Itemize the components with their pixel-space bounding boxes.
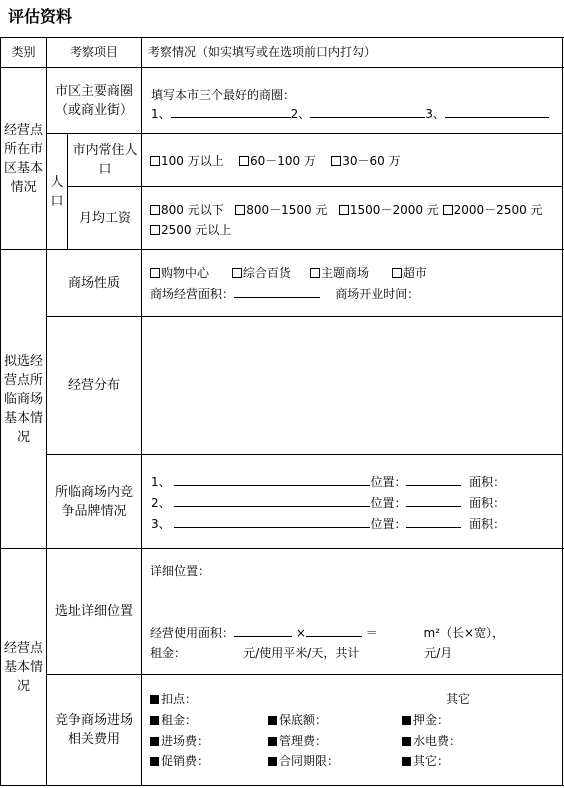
filled-box (268, 737, 277, 746)
checkbox[interactable] (443, 205, 453, 215)
mall-open-label: 商场开业时间： (335, 287, 420, 301)
mall-nature-option-4: 超市 (402, 266, 427, 280)
checkbox[interactable] (150, 156, 160, 166)
compete-row-2 (151, 495, 505, 511)
compete-position-label: 位置： (370, 517, 407, 531)
wage-option-3: 1500－2000 元 (349, 203, 439, 217)
commerce-fill-row (151, 106, 549, 122)
times-sign: × (295, 626, 306, 640)
commerce-number-2: 2、 (290, 107, 311, 121)
fee-label: 其它： (413, 754, 450, 768)
item-resident: 市内常住人口 (72, 143, 138, 177)
rent-unit: 元/使用平米/天，共计 (243, 646, 360, 660)
checkbox[interactable] (150, 225, 160, 235)
mall-area-row (150, 286, 419, 302)
fee-label: 促销费： (161, 754, 210, 768)
category-mall: 拟选经营点所临商场基本情况 (4, 353, 44, 445)
compete-brand-input[interactable] (174, 474, 370, 486)
checkbox[interactable] (239, 156, 249, 166)
width-input[interactable] (306, 625, 362, 637)
compete-brand-input[interactable] (174, 516, 370, 528)
fee-label: 押金： (413, 713, 450, 727)
fee-label: 合同期限： (279, 754, 340, 768)
wage-option-1: 800 元以下 (161, 203, 224, 217)
fee-row-1 (150, 691, 560, 707)
fee-label: 管理费： (279, 734, 328, 748)
commerce-input-3[interactable] (445, 106, 549, 118)
commerce-prompt: 填写本市三个最好的商圈： (151, 88, 296, 102)
filled-box (402, 737, 411, 746)
mall-nature-option-1: 购物中心 (161, 266, 210, 280)
mall-nature-options (150, 265, 427, 281)
fee-cell (268, 733, 327, 749)
item-site: 选址详细位置 (54, 604, 133, 619)
compete-position-label: 位置： (370, 496, 407, 510)
filled-box (402, 757, 411, 766)
compete-position-input[interactable] (406, 495, 461, 507)
compete-position-input[interactable] (406, 474, 461, 486)
wage-option-5: 2500 元以上 (161, 223, 232, 237)
resident-option-2: 60－100 万 (250, 154, 316, 168)
mall-area-input[interactable] (234, 286, 320, 298)
compete-row-1 (151, 474, 505, 490)
compete-position-label: 位置： (370, 475, 407, 489)
filled-box (402, 716, 411, 725)
site-label: 详细位置： (150, 564, 211, 578)
fee-row-4 (150, 753, 560, 769)
resident-options (150, 153, 401, 169)
fee-label: 水电费： (413, 734, 462, 748)
commerce-input-1[interactable] (171, 106, 291, 118)
rent-row (150, 645, 452, 661)
area-unit: m²（长×宽）， (423, 626, 505, 640)
rent-month: 元/月 (424, 646, 453, 660)
compete-area-label: 面积： (469, 475, 506, 489)
wage-option-4: 2000－2500 元 (453, 203, 543, 217)
fee-cell (268, 753, 339, 769)
filled-box (150, 695, 159, 704)
distribution-area[interactable] (142, 317, 562, 454)
fee-row-2 (150, 712, 560, 728)
wage-option-2: 800－1500 元 (246, 203, 328, 217)
filled-box (150, 716, 159, 725)
item-fees: 竞争商场进场相关费用 (54, 713, 133, 747)
rent-label: 租金： (150, 646, 187, 660)
wage-options-row2 (150, 222, 231, 238)
checkbox[interactable] (392, 268, 402, 278)
use-area-row (150, 625, 504, 641)
header-item: 考察项目 (69, 45, 118, 59)
header-situation: 考察情况（如实填写或在选项前口内打勾） (148, 45, 377, 59)
filled-box (150, 757, 159, 766)
fee-row-3 (150, 733, 560, 749)
item-wage: 月均工资 (78, 210, 131, 226)
item-competing-brands: 所临商场内竞争品牌情况 (54, 484, 133, 519)
checkbox[interactable] (150, 268, 160, 278)
fee-cell (402, 733, 461, 749)
category-store: 经营点基本情况 (4, 640, 44, 694)
commerce-number-3: 3、 (425, 107, 445, 121)
category-city: 经营点所在市区基本情况 (4, 122, 44, 195)
fee-label: 扣点： (161, 692, 198, 706)
compete-brand-input[interactable] (174, 495, 370, 507)
fee-cell (402, 753, 449, 769)
checkbox[interactable] (232, 268, 242, 278)
mall-nature-option-2: 综合百货 (242, 266, 291, 280)
table-divider (67, 133, 68, 250)
fee-cell (402, 712, 449, 728)
compete-number: 1、 (151, 475, 171, 489)
resident-option-1: 100 万以上 (161, 154, 224, 168)
wage-options-row1 (150, 202, 543, 218)
fee-label: 其它 (446, 692, 471, 706)
fee-label: 保底额： (279, 713, 328, 727)
commerce-number-1: 1、 (151, 107, 171, 121)
fee-label: 进场费： (161, 734, 210, 748)
mall-nature-option-3: 主题商场 (321, 266, 370, 280)
checkbox[interactable] (235, 205, 245, 215)
filled-box (268, 716, 277, 725)
equals-sign: ＝ (365, 626, 378, 640)
compete-row-3 (151, 516, 505, 532)
table-border-right (562, 37, 563, 786)
item-distribution: 经营分布 (67, 378, 120, 393)
length-input[interactable] (234, 625, 292, 637)
page-title: 评估资料 (8, 7, 73, 26)
table-border-bottom (0, 785, 564, 786)
checkbox[interactable] (310, 268, 320, 278)
fee-cell (268, 712, 327, 728)
mall-area-label: 商场经营面积： (150, 287, 235, 301)
item-commerce: 市区主要商圈（或商业街） (54, 83, 133, 118)
commerce-input-2[interactable] (310, 106, 425, 118)
filled-box (268, 757, 277, 766)
fee-label: 租金： (161, 713, 198, 727)
population-group: 人口 (50, 174, 64, 209)
table-border-left (0, 37, 1, 786)
compete-area-label: 面积： (469, 496, 506, 510)
compete-position-input[interactable] (406, 516, 461, 528)
filled-box (150, 737, 159, 746)
resident-option-3: 30－60 万 (342, 154, 401, 168)
compete-number: 3、 (151, 517, 171, 531)
header-category: 类别 (11, 45, 36, 59)
compete-number: 2、 (151, 496, 171, 510)
item-mall-nature: 商场性质 (67, 275, 120, 291)
checkbox[interactable] (150, 205, 160, 215)
checkbox[interactable] (339, 205, 349, 215)
use-area-label: 经营使用面积： (150, 626, 235, 640)
compete-area-label: 面积： (469, 517, 506, 531)
checkbox[interactable] (331, 156, 341, 166)
